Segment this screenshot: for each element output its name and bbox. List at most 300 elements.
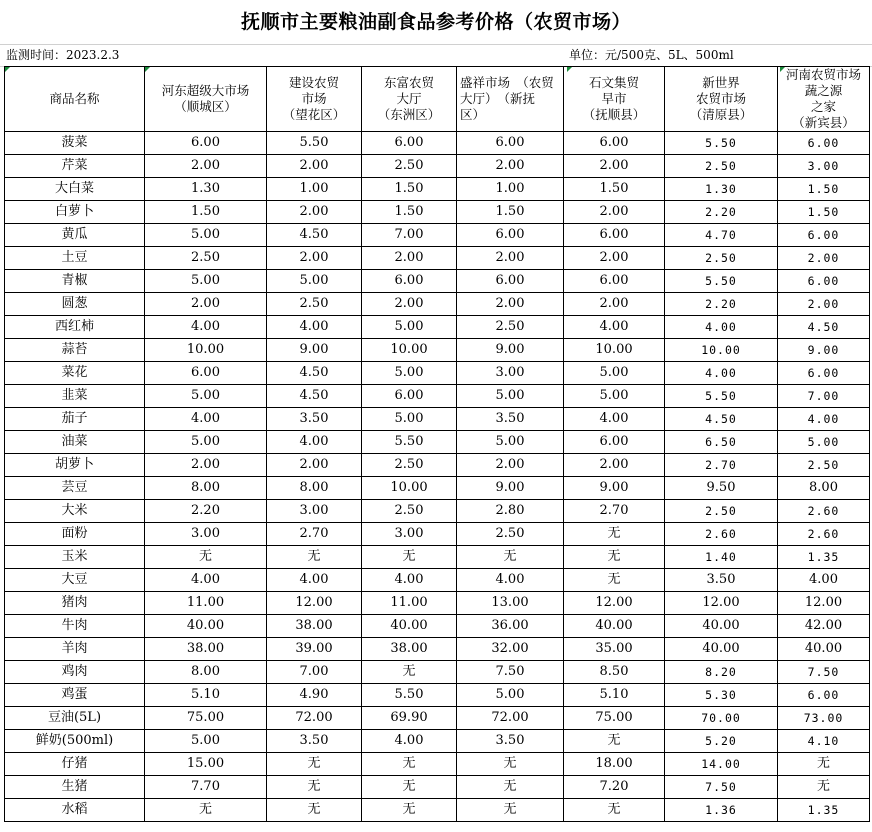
price-cell[interactable]: 6.50: [665, 431, 778, 454]
product-name-cell[interactable]: 大白菜: [5, 178, 145, 201]
price-cell[interactable]: 7.50: [665, 776, 778, 799]
price-cell[interactable]: 5.50: [665, 132, 778, 155]
table-row: [5, 523, 870, 546]
price-cell[interactable]: 无: [564, 523, 665, 546]
price-cell[interactable]: 3.50: [267, 408, 362, 431]
price-cell[interactable]: 38.00: [362, 638, 457, 661]
table-row: [5, 592, 870, 615]
product-name-cell[interactable]: 胡萝卜: [5, 454, 145, 477]
price-cell[interactable]: 5.50: [362, 684, 457, 707]
price-cell[interactable]: 2.00: [362, 293, 457, 316]
product-name-cell[interactable]: 茄子: [5, 408, 145, 431]
price-cell[interactable]: 无: [564, 569, 665, 592]
column-header-line: 石文集贸: [588, 75, 639, 90]
price-cell[interactable]: 5.00: [362, 362, 457, 385]
product-name-cell[interactable]: 韭菜: [5, 385, 145, 408]
price-cell[interactable]: 6.00: [457, 224, 564, 247]
price-cell[interactable]: 无: [362, 753, 457, 776]
price-cell[interactable]: 无: [564, 730, 665, 753]
price-cell[interactable]: 10.00: [665, 339, 778, 362]
sheet-subheader: [0, 44, 872, 67]
product-name-cell[interactable]: 豆油(5L): [5, 707, 145, 730]
price-cell[interactable]: 12.00: [778, 592, 870, 615]
price-cell[interactable]: 4.10: [778, 730, 870, 753]
price-cell[interactable]: 4.00: [665, 316, 778, 339]
table-row: [5, 408, 870, 431]
price-cell[interactable]: 2.00: [457, 293, 564, 316]
column-header-line: （望花区）: [282, 107, 346, 122]
monitor-time: 监测时间：2023.2.3: [6, 48, 120, 62]
price-cell[interactable]: 5.00: [362, 316, 457, 339]
column-header-line: 建设农贸: [288, 75, 339, 90]
price-cell[interactable]: 12.00: [267, 592, 362, 615]
cell-comment-marker: [145, 67, 150, 72]
table-row: [5, 247, 870, 270]
price-cell[interactable]: 2.00: [145, 155, 267, 178]
price-cell[interactable]: 1.50: [778, 178, 870, 201]
price-cell[interactable]: 7.50: [457, 661, 564, 684]
column-header-line: （新宾县）: [792, 115, 855, 130]
price-cell[interactable]: 无: [457, 776, 564, 799]
table-row: [5, 293, 870, 316]
price-cell[interactable]: 2.60: [665, 523, 778, 546]
price-cell[interactable]: 无: [457, 799, 564, 822]
table-row: [5, 201, 870, 224]
price-cell[interactable]: 无: [564, 546, 665, 569]
price-cell[interactable]: 4.00: [267, 316, 362, 339]
column-header-line: 之家: [810, 99, 836, 114]
price-cell[interactable]: 1.36: [665, 799, 778, 822]
price-cell[interactable]: 1.30: [665, 178, 778, 201]
product-name-cell[interactable]: 猪肉: [5, 592, 145, 615]
product-name-cell[interactable]: 鸡蛋: [5, 684, 145, 707]
product-name-cell[interactable]: 仔猪: [5, 753, 145, 776]
price-cell[interactable]: 72.00: [267, 707, 362, 730]
price-cell[interactable]: 9.00: [457, 339, 564, 362]
product-name-cell[interactable]: 菜花: [5, 362, 145, 385]
price-cell[interactable]: 无: [778, 753, 870, 776]
price-cell[interactable]: 3.50: [457, 408, 564, 431]
table-row: [5, 316, 870, 339]
price-cell[interactable]: 1.50: [778, 201, 870, 224]
price-cell[interactable]: 无: [267, 753, 362, 776]
price-cell[interactable]: 5.00: [145, 224, 267, 247]
price-cell[interactable]: 5.50: [665, 385, 778, 408]
price-cell[interactable]: 6.00: [457, 270, 564, 293]
price-cell[interactable]: 10.00: [362, 477, 457, 500]
price-cell[interactable]: 无: [145, 799, 267, 822]
price-cell[interactable]: 9.00: [564, 477, 665, 500]
product-name-cell[interactable]: 蒜苔: [5, 339, 145, 362]
price-cell[interactable]: 35.00: [564, 638, 665, 661]
price-cell[interactable]: 无: [564, 799, 665, 822]
price-cell[interactable]: 6.00: [778, 132, 870, 155]
price-cell[interactable]: 18.00: [564, 753, 665, 776]
price-cell[interactable]: 8.00: [145, 661, 267, 684]
column-header-line: 河东超级大市场: [161, 83, 250, 98]
price-cell[interactable]: 1.50: [564, 178, 665, 201]
product-name-cell[interactable]: 面粉: [5, 523, 145, 546]
price-cell[interactable]: 38.00: [145, 638, 267, 661]
price-cell[interactable]: 2.00: [564, 454, 665, 477]
price-cell[interactable]: 8.00: [267, 477, 362, 500]
price-cell[interactable]: 2.50: [778, 454, 870, 477]
price-cell[interactable]: 10.00: [362, 339, 457, 362]
price-cell[interactable]: 1.50: [362, 201, 457, 224]
price-cell[interactable]: 5.00: [145, 730, 267, 753]
price-cell[interactable]: 1.50: [362, 178, 457, 201]
price-cell[interactable]: 2.00: [267, 201, 362, 224]
price-cell[interactable]: 6.00: [564, 270, 665, 293]
price-cell[interactable]: 40.00: [665, 615, 778, 638]
price-cell[interactable]: 2.50: [362, 500, 457, 523]
price-cell[interactable]: 5.10: [145, 684, 267, 707]
table-row: [5, 500, 870, 523]
price-cell[interactable]: 2.50: [362, 454, 457, 477]
price-cell[interactable]: 2.70: [267, 523, 362, 546]
price-cell[interactable]: 2.00: [564, 201, 665, 224]
cell-comment-marker: [780, 67, 785, 72]
price-cell[interactable]: 7.20: [564, 776, 665, 799]
table-row: [5, 707, 870, 730]
product-name-cell[interactable]: 圆葱: [5, 293, 145, 316]
price-cell[interactable]: 6.00: [145, 132, 267, 155]
table-row: [5, 477, 870, 500]
price-cell[interactable]: 3.00: [778, 155, 870, 178]
price-cell[interactable]: 2.00: [778, 293, 870, 316]
price-cell[interactable]: 6.00: [457, 132, 564, 155]
price-cell[interactable]: 6.00: [778, 224, 870, 247]
price-cell[interactable]: 6.00: [778, 362, 870, 385]
price-cell[interactable]: 40.00: [778, 638, 870, 661]
price-cell[interactable]: 6.00: [564, 132, 665, 155]
price-cell[interactable]: 5.00: [145, 431, 267, 454]
price-cell[interactable]: 2.00: [457, 247, 564, 270]
price-cell[interactable]: 14.00: [665, 753, 778, 776]
product-name-cell[interactable]: 玉米: [5, 546, 145, 569]
price-cell[interactable]: 4.00: [564, 316, 665, 339]
price-cell[interactable]: 3.00: [267, 500, 362, 523]
table-row: [5, 178, 870, 201]
price-cell[interactable]: 2.00: [267, 155, 362, 178]
product-name-cell[interactable]: 羊肉: [5, 638, 145, 661]
price-cell[interactable]: 4.50: [267, 224, 362, 247]
price-cell[interactable]: 2.00: [778, 247, 870, 270]
product-name-cell[interactable]: 生猪: [5, 776, 145, 799]
product-name-cell[interactable]: 大米: [5, 500, 145, 523]
price-cell[interactable]: 无: [267, 799, 362, 822]
column-header-shiwen: [564, 67, 665, 132]
price-cell[interactable]: 36.00: [457, 615, 564, 638]
price-cell[interactable]: 1.00: [457, 178, 564, 201]
price-cell[interactable]: 5.00: [145, 270, 267, 293]
column-header-dongfu: [362, 67, 457, 132]
product-name-cell[interactable]: 大豆: [5, 569, 145, 592]
column-header-line: 大厅: [396, 91, 422, 106]
price-cell[interactable]: 4.50: [665, 408, 778, 431]
table-header-row: [5, 67, 870, 132]
price-cell[interactable]: 40.00: [564, 615, 665, 638]
price-cell[interactable]: 无: [362, 661, 457, 684]
table-row: [5, 270, 870, 293]
product-name-cell[interactable]: 牛肉: [5, 615, 145, 638]
price-cell[interactable]: 3.50: [267, 730, 362, 753]
price-cell[interactable]: 无: [778, 776, 870, 799]
price-cell[interactable]: 2.50: [457, 316, 564, 339]
price-cell[interactable]: 4.50: [267, 385, 362, 408]
price-cell[interactable]: 2.70: [665, 454, 778, 477]
price-cell[interactable]: 2.20: [665, 201, 778, 224]
price-cell[interactable]: 15.00: [145, 753, 267, 776]
price-cell[interactable]: 32.00: [457, 638, 564, 661]
product-name-cell[interactable]: 鸡肉: [5, 661, 145, 684]
price-cell[interactable]: 5.00: [564, 362, 665, 385]
column-header-line: 蔬之源: [804, 83, 843, 98]
price-cell[interactable]: 5.50: [665, 270, 778, 293]
price-cell[interactable]: 1.00: [267, 178, 362, 201]
price-cell[interactable]: 40.00: [362, 615, 457, 638]
table-row: [5, 799, 870, 822]
price-cell[interactable]: 4.00: [362, 730, 457, 753]
price-cell[interactable]: 38.00: [267, 615, 362, 638]
price-cell[interactable]: 4.00: [267, 569, 362, 592]
price-cell[interactable]: 5.00: [267, 270, 362, 293]
price-cell[interactable]: 无: [267, 776, 362, 799]
product-name-cell[interactable]: 油菜: [5, 431, 145, 454]
price-cell[interactable]: 2.70: [564, 500, 665, 523]
price-cell[interactable]: 40.00: [665, 638, 778, 661]
column-header-henan: [778, 67, 870, 132]
price-cell[interactable]: 无: [457, 753, 564, 776]
price-cell[interactable]: 2.00: [564, 247, 665, 270]
price-cell[interactable]: 6.00: [145, 362, 267, 385]
product-name-cell[interactable]: 菠菜: [5, 132, 145, 155]
price-cell[interactable]: 2.00: [267, 247, 362, 270]
price-cell[interactable]: 3.00: [457, 362, 564, 385]
price-cell[interactable]: 4.50: [778, 316, 870, 339]
price-cell[interactable]: 13.00: [457, 592, 564, 615]
price-cell[interactable]: 5.00: [778, 431, 870, 454]
price-cell[interactable]: 8.50: [564, 661, 665, 684]
price-cell[interactable]: 4.70: [665, 224, 778, 247]
table-row: [5, 454, 870, 477]
price-cell[interactable]: 6.00: [778, 684, 870, 707]
price-cell[interactable]: 8.00: [778, 477, 870, 500]
product-name-cell[interactable]: 芹菜: [5, 155, 145, 178]
price-cell[interactable]: 7.00: [267, 661, 362, 684]
column-header-hedong: [145, 67, 267, 132]
column-header-line: 农贸市场: [695, 91, 746, 106]
price-cell[interactable]: 2.50: [457, 523, 564, 546]
price-cell[interactable]: 无: [267, 546, 362, 569]
product-name-cell[interactable]: 西红柿: [5, 316, 145, 339]
price-cell[interactable]: 7.00: [778, 385, 870, 408]
column-header-line: （抚顺县）: [582, 107, 646, 122]
price-cell[interactable]: 无: [457, 546, 564, 569]
price-cell[interactable]: 7.70: [145, 776, 267, 799]
price-cell[interactable]: 2.00: [457, 454, 564, 477]
column-header-line: 新世界: [702, 75, 740, 90]
price-cell[interactable]: 2.00: [145, 454, 267, 477]
column-header-line: 市场: [301, 91, 327, 106]
table-row: [5, 155, 870, 178]
column-header-line: 东富农贸: [383, 75, 434, 90]
table-row: [5, 132, 870, 155]
price-cell[interactable]: 69.90: [362, 707, 457, 730]
price-cell[interactable]: 2.50: [665, 155, 778, 178]
price-cell[interactable]: 4.00: [778, 569, 870, 592]
price-cell[interactable]: 1.50: [145, 201, 267, 224]
price-cell[interactable]: 12.00: [564, 592, 665, 615]
column-header-line: 早市: [601, 91, 627, 106]
price-cell[interactable]: 5.00: [564, 385, 665, 408]
product-name-cell[interactable]: 土豆: [5, 247, 145, 270]
column-header-shengxiang: [457, 67, 564, 132]
price-cell[interactable]: 4.00: [564, 408, 665, 431]
price-cell[interactable]: 2.50: [362, 155, 457, 178]
price-cell[interactable]: 2.00: [457, 155, 564, 178]
price-cell[interactable]: 4.00: [145, 316, 267, 339]
product-name-cell[interactable]: 白萝卜: [5, 201, 145, 224]
price-cell[interactable]: 75.00: [564, 707, 665, 730]
table-row: [5, 546, 870, 569]
price-cell[interactable]: 5.00: [362, 408, 457, 431]
price-cell[interactable]: 8.00: [145, 477, 267, 500]
column-header-name: [5, 67, 145, 132]
price-cell[interactable]: 8.20: [665, 661, 778, 684]
table-row: [5, 385, 870, 408]
price-cell[interactable]: 11.00: [362, 592, 457, 615]
price-cell[interactable]: 2.20: [665, 293, 778, 316]
price-cell[interactable]: 5.50: [362, 431, 457, 454]
price-cell[interactable]: 9.00: [457, 477, 564, 500]
price-cell[interactable]: 2.50: [145, 247, 267, 270]
column-header-line: 河南农贸市场: [785, 67, 861, 82]
price-cell[interactable]: 5.30: [665, 684, 778, 707]
price-cell[interactable]: 5.00: [457, 684, 564, 707]
product-name-cell[interactable]: 水稻: [5, 799, 145, 822]
price-cell[interactable]: 42.00: [778, 615, 870, 638]
price-cell[interactable]: 4.00: [267, 431, 362, 454]
table-row: [5, 224, 870, 247]
price-cell[interactable]: 1.35: [778, 546, 870, 569]
price-cell[interactable]: 5.50: [267, 132, 362, 155]
price-cell[interactable]: 11.00: [145, 592, 267, 615]
price-cell[interactable]: 1.35: [778, 799, 870, 822]
product-name-cell[interactable]: 芸豆: [5, 477, 145, 500]
price-cell[interactable]: 4.50: [267, 362, 362, 385]
price-cell[interactable]: 4.00: [457, 569, 564, 592]
price-cell[interactable]: 72.00: [457, 707, 564, 730]
price-cell[interactable]: 无: [362, 776, 457, 799]
price-cell[interactable]: 2.00: [362, 247, 457, 270]
price-cell[interactable]: 2.50: [665, 500, 778, 523]
price-cell[interactable]: 3.00: [145, 523, 267, 546]
price-cell[interactable]: 4.00: [145, 569, 267, 592]
table-row: [5, 638, 870, 661]
price-cell[interactable]: 10.00: [145, 339, 267, 362]
price-cell[interactable]: 6.00: [564, 224, 665, 247]
product-name-cell[interactable]: 青椒: [5, 270, 145, 293]
product-name-cell[interactable]: 鲜奶(500ml): [5, 730, 145, 753]
price-cell[interactable]: 3.00: [362, 523, 457, 546]
price-cell[interactable]: 10.00: [564, 339, 665, 362]
price-cell[interactable]: 4.00: [665, 362, 778, 385]
table-row: [5, 615, 870, 638]
price-cell[interactable]: 2.00: [267, 454, 362, 477]
column-header-line: 商品名称: [49, 91, 100, 106]
price-cell[interactable]: 2.60: [778, 500, 870, 523]
price-cell[interactable]: 7.50: [778, 661, 870, 684]
column-header-line: （清原县）: [689, 107, 753, 122]
price-cell[interactable]: 2.80: [457, 500, 564, 523]
price-cell[interactable]: 40.00: [145, 615, 267, 638]
table-row: [5, 776, 870, 799]
price-cell[interactable]: 2.50: [267, 293, 362, 316]
product-name-cell[interactable]: 黄瓜: [5, 224, 145, 247]
column-header-xinshijie: [665, 67, 778, 132]
price-cell[interactable]: 75.00: [145, 707, 267, 730]
price-cell[interactable]: 12.00: [665, 592, 778, 615]
column-header-line: （东洲区）: [377, 107, 441, 122]
price-cell[interactable]: 2.00: [564, 293, 665, 316]
price-cell[interactable]: 4.90: [267, 684, 362, 707]
price-cell[interactable]: 1.50: [457, 201, 564, 224]
price-cell[interactable]: 2.20: [145, 500, 267, 523]
price-cell[interactable]: 2.00: [145, 293, 267, 316]
table-body: [5, 132, 870, 822]
column-header-line: （顺城区）: [174, 99, 237, 114]
price-cell[interactable]: 4.00: [145, 408, 267, 431]
price-cell[interactable]: 5.00: [145, 385, 267, 408]
price-cell[interactable]: 2.60: [778, 523, 870, 546]
price-cell[interactable]: 2.00: [564, 155, 665, 178]
table-row: [5, 339, 870, 362]
price-cell[interactable]: 无: [362, 546, 457, 569]
price-cell[interactable]: 4.00: [362, 569, 457, 592]
price-cell[interactable]: 73.00: [778, 707, 870, 730]
price-cell[interactable]: 4.00: [778, 408, 870, 431]
price-cell[interactable]: 3.50: [457, 730, 564, 753]
price-cell[interactable]: 9.00: [778, 339, 870, 362]
price-cell[interactable]: 7.00: [362, 224, 457, 247]
column-header-jianshe: [267, 67, 362, 132]
price-cell[interactable]: 1.30: [145, 178, 267, 201]
price-cell[interactable]: 6.00: [778, 270, 870, 293]
table-row: [5, 753, 870, 776]
price-cell[interactable]: 5.00: [457, 431, 564, 454]
cell-comment-marker: [567, 67, 572, 72]
price-cell[interactable]: 无: [145, 546, 267, 569]
column-header-line: 区）: [460, 107, 486, 122]
price-cell[interactable]: 5.00: [457, 385, 564, 408]
price-cell[interactable]: 70.00: [665, 707, 778, 730]
price-cell[interactable]: 6.00: [564, 431, 665, 454]
price-cell[interactable]: 9.50: [665, 477, 778, 500]
price-cell[interactable]: 2.50: [665, 247, 778, 270]
price-cell[interactable]: 9.00: [267, 339, 362, 362]
price-cell[interactable]: 5.20: [665, 730, 778, 753]
price-cell[interactable]: 39.00: [267, 638, 362, 661]
price-cell[interactable]: 6.00: [362, 270, 457, 293]
price-cell[interactable]: 5.10: [564, 684, 665, 707]
price-cell[interactable]: 3.50: [665, 569, 778, 592]
table-row: [5, 730, 870, 753]
price-cell[interactable]: 无: [362, 799, 457, 822]
price-cell[interactable]: 6.00: [362, 385, 457, 408]
price-cell[interactable]: 6.00: [362, 132, 457, 155]
price-cell[interactable]: 1.40: [665, 546, 778, 569]
